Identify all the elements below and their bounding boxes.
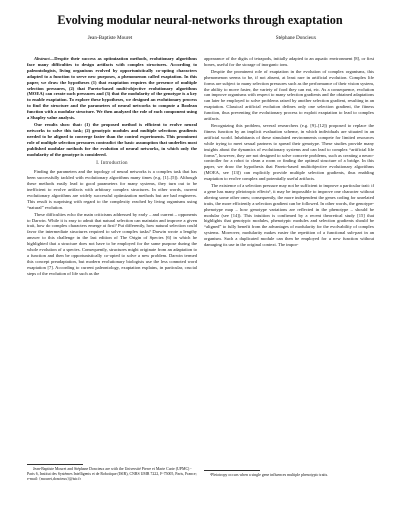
right-para-2: Despite the prominent role of exaptation in the evolution of complex organisms, this phenomenon seems to be, if not absent, at least rare in artificial evolution. Complex life forms are subject to many selection pressures such as the performance of their vision system, the ability to move faster, the variety of food they can eat, etc. As a consequence, evolution can improve organisms with respect to many selection gradients and the obtained adaptations can later be employed to solve problems raised by another selection gradient, resulting in an exaptation. Classical artificial evolution defines only one selection gradient, the fitness function, thus preventing the evolutionary process to exploit exaptation to lead to complex artifacts.: [204, 68, 374, 122]
intro-para-2: These difficulties echo the main criticisms addressed by early – and current – opponents to Darwin. While it is easy to admit that natural selection can maintain and improve a given trait, how do complex characters emerge at first? Put differently, how natural selection could favor the intermediate structures required to solve complex tasks? Darwin wrote a lengthy answer to this challenge in the last edition of The Origin of Species [6] in which he highlighted that a structure does not have to be employed for the same purpose during the whole evolution of a species. Consequently, structures might originate from an adaptation to a function and then be opportunistically co-opted to solve a new problem. Darwin termed this concept preadaptation, but modern evolutionary biologists use the less connoted word exaptation [7]. According to current paleontology, exaptation explains, in particular, crucial steps of the evolution of life such as the: [27, 211, 197, 276]
footnote-rule: [27, 464, 83, 465]
abstract: [27, 56, 197, 157]
footnote-rule-right: [204, 470, 260, 471]
right-para-1: appearance of the digits of tetrapods, initially adapted to an aquatic environment [8], or first bones, useful for the storage of inorganic ions.: [204, 56, 374, 67]
abstract-para-2: Our results show that: (1) the proposed method is efficient to evolve neural networks to solve this task; (2) genotypic modules and multiple selections gradients needed to be aligned to converge faster than the control experiments. This prominent role of multiple selection pressures contradict the basic assumption that underlies most published modular methods for the evolution of neural networks, in which only the modularity of the genotype is considered.: [27, 121, 197, 157]
right-para-4: The existence of a selection pressure may not be sufficient to improve a particular trait: if a gene has many pleiotropic effects¹, it may be impossible to improve one character without altering some other ones; consequently, the more independent the genes coding for unrelated traits, the more efficiently a selection gradient can be followed. In other words, the genotype-phenotype map – how genotype variations are reflected in the phenotype – should be modular (see [14]). This intuition is confirmed by a recent theoretical study [15] that highlights that genotypic modules, phenotypic modules and selection gradients should be “aligned” to fully benefit from the advantages of modularity for the evolvability of complex systems. Moreover, modularity makes easier the repetition of a functional sub-part in an organism. Such a duplicated module can then be employed for a new function without damaging its use in the original context. The impor-: [204, 183, 374, 248]
right-column: [204, 56, 374, 249]
abstract-label: Abstract: [34, 56, 50, 61]
right-para-3: Recognizing this problem, several researchers (e.g. [9]–[12]) proposed to replace the fitness function by an implicit evaluation scheme, in which individuals are situated in an artificial world. Inhabitants of these simulated environments compete for limited resources while trying to meet sexual partners to spread their genotype. These studies provide many insights about the dynamics of evolutionary systems and can lead to complex “artificial life forms”, however, they are not designed to solve concrete problems, such as creating a neuro-controller for a robot to clean a room or finding the optimal structure of a bridge. In this paper, we draw the hypothesis that Pareto-based multiobjective evolutionary algorithms (MOEA, see [13]) can explicitly provide multiple selection gradients, thus enabling exaptation to evolve complex and potentially useful artifacts.: [204, 122, 374, 182]
author-1: Jean-Baptiste Mouret: [87, 35, 133, 41]
paper-title: Evolving modular neural-networks through exaptation: [57, 13, 343, 27]
intro-para-1: Finding the parameters and the topology of neural networks is a complex task that has been successfully tackled with evolutionary algorithms many times (e.g. [1]–[5]). Although these methods easily lead to good parameters for many systems, they turn out to be inefficient to evolve artifacts with arbitrary complex structures. In other words, current evolutionary algorithms are widely successful optimization methods but are bad engineers. This result is surprising with regard to the complexity reached by living organisms using “natural” evolution.: [27, 169, 197, 210]
abstract-text: —Despite their success as optimization methods, evolutionary algorithms face many difficulties to design artifacts with complex structures. According to paleontologists, living organisms evolved by opportunistically co-opting characters adapted to a function to serve new purposes, a phenomenon called exaptation. In this paper, we draw the hypotheses (1) that exaptation requires the presence of multiple selection pressures, (2) that Pareto-based multi-objective evolutionary algorithms (MOEA) can create such pressures and (3) that the modularity of the genotype is a key to enable exaptation. To explore these hypotheses, we designed an evolutionary process to find the structure and the parameters of neural networks to compute a Boolean function with a modular structure. We then analyzed the role of each component using a Shapley value analysis.: [27, 56, 197, 121]
section-heading-intro: I. Introduction: [96, 161, 128, 167]
left-footnote-area: [27, 460, 197, 482]
right-footnote-area: [204, 466, 374, 478]
author-2: Stéphane Doncieux: [275, 35, 317, 41]
left-column: [27, 56, 197, 278]
affiliation-footnote: Jean-Baptiste Mouret and Stéphane Doncieux are with the Université Pierre et Marie Curie (UPMC) - Paris 6, Institut des Systèmes Intelligents et de Robotique (ISIR), CNRS UMR 7222, F-75005, Paris, France; e-mail: {mouret,doncieux}@isir.fr: [27, 467, 197, 481]
pleiotropy-footnote: ¹Pleiotropy occurs when a single gene influences multiple phenotypic traits.: [210, 473, 329, 477]
